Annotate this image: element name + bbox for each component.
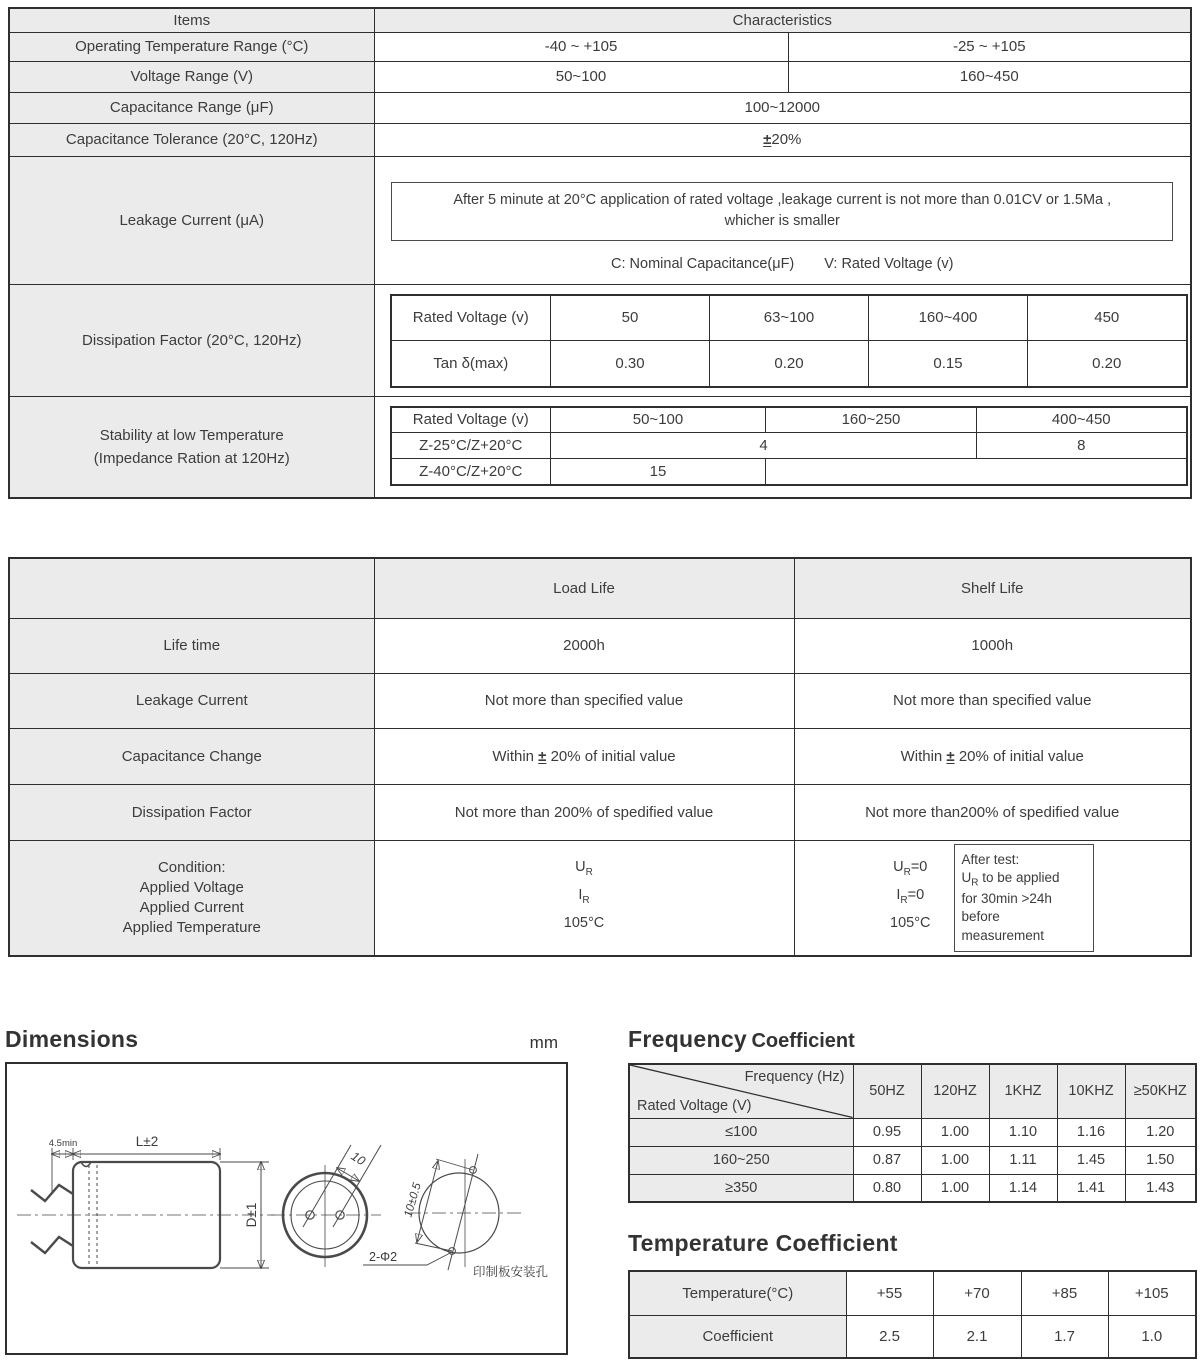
freq-coef-value: 0.80 <box>853 1174 921 1202</box>
voltage-range-high: 160~450 <box>788 61 1191 92</box>
load-life-header: Load Life <box>374 558 794 618</box>
freq-coef-value: 0.87 <box>853 1146 921 1174</box>
life-table-corner <box>9 558 374 618</box>
tan-delta-label: Tan δ(max) <box>391 341 551 387</box>
capacitor-drawing <box>7 1064 566 1353</box>
leakage-current-label: Leakage Current (μA) <box>9 156 374 284</box>
z25-low-value: 4 <box>551 433 977 459</box>
frequency-coefficient-table <box>628 1063 1197 1203</box>
temperature-value: +85 <box>1021 1271 1108 1315</box>
dissipation-voltage-col: 450 <box>1028 295 1187 341</box>
dissipation-voltage-col: 160~400 <box>869 295 1028 341</box>
stability-voltage-col: 50~100 <box>551 407 766 433</box>
condition-shelf-cell <box>794 840 1191 956</box>
after-test-note-box <box>954 844 1094 952</box>
operating-temp-high-range: -25 ~ +105 <box>788 32 1191 61</box>
temp-coef-value: 2.5 <box>846 1315 933 1358</box>
rated-voltage-axis-label: Rated Voltage (V) <box>637 1097 752 1114</box>
leakage-shelf: Not more than specified value <box>794 673 1191 728</box>
freq-coef-value: 1.10 <box>989 1118 1057 1146</box>
temp-coef-value: 1.7 <box>1021 1315 1108 1358</box>
cap-change-prefix: Within <box>492 747 539 765</box>
stability-voltage-label: Rated Voltage (v) <box>391 407 551 433</box>
temperature-value: +55 <box>846 1271 933 1315</box>
tan-delta-value: 0.20 <box>710 341 869 387</box>
lead-wire <box>31 1237 73 1253</box>
condition-line: Condition: <box>157 858 226 876</box>
freq-coef-value: 1.00 <box>921 1146 989 1174</box>
life-table <box>8 557 1192 957</box>
leakage-legend <box>376 256 1190 272</box>
dimensions-title-row <box>5 1026 570 1053</box>
applied-voltage-value: $U_R$ <box>575 858 593 878</box>
freq-coef-value: 1.00 <box>921 1118 989 1146</box>
cap-change-suffix: 20% of initial value <box>954 747 1084 765</box>
z40-low-value: 15 <box>551 459 766 485</box>
freq-coef-value: 1.16 <box>1057 1118 1125 1146</box>
leakage-note-line1: After 5 minute at 20°C application of rated voltage ,leakage current is not more than 0.01CV or 1.5Ma , <box>453 191 1112 208</box>
dissipation-voltage-label: Rated Voltage (v) <box>391 295 551 341</box>
capacitance-range-value: 100~12000 <box>374 92 1191 123</box>
after-test-line: before <box>961 909 1000 925</box>
dimensions-unit: mm <box>529 1033 558 1052</box>
coefficients-section <box>628 1026 1195 1359</box>
dissipation-cell <box>374 284 1191 396</box>
condition-line: Applied Temperature <box>122 918 261 936</box>
temperature-value: +70 <box>933 1271 1021 1315</box>
pcb-hole-note: 印制板安装孔 <box>473 1265 549 1279</box>
capacitance-tolerance-label: Capacitance Tolerance (20°C, 120Hz) <box>9 123 374 156</box>
shelf-life-header: Shelf Life <box>794 558 1191 618</box>
dimensions-section <box>5 1026 570 1355</box>
freq-coef-value: 1.00 <box>921 1174 989 1202</box>
frequency-title <box>628 1026 1195 1053</box>
ext-line <box>436 1159 473 1170</box>
life-time-shelf: 1000h <box>794 618 1191 673</box>
frequency-title-sub: Coefficient <box>751 1030 855 1052</box>
leakage-current-cell <box>374 156 1191 284</box>
plus-minus-sign: ± <box>538 747 547 765</box>
freq-coef-value: 1.43 <box>1125 1174 1196 1202</box>
dissipation-factor-label: Dissipation Factor (20°C, 120Hz) <box>9 284 374 396</box>
z40-blank-cell <box>766 459 1187 485</box>
life-time-load: 2000h <box>374 618 794 673</box>
plus-minus-sign: ± <box>946 747 955 765</box>
cap-change-suffix: 20% of initial value <box>546 747 676 765</box>
voltage-range-label: Voltage Range (V) <box>9 61 374 92</box>
freq-coef-value: 1.50 <box>1125 1146 1196 1174</box>
after-test-line: $U_R$ to be applied <box>961 869 1060 889</box>
temperature-coefficient-table <box>628 1270 1197 1359</box>
applied-voltage-value: $U_R=0$ <box>893 858 928 878</box>
condition-shelf-layout <box>796 844 1190 952</box>
cap-change-load <box>374 728 794 784</box>
temperature-row-label: Temperature(°C) <box>629 1271 846 1315</box>
voltage-row-label: 160~250 <box>629 1146 853 1174</box>
freq-coef-value: 1.45 <box>1057 1146 1125 1174</box>
stability-voltage-col: 160~250 <box>766 407 977 433</box>
temp-coef-value: 2.1 <box>933 1315 1021 1358</box>
dissipation-row-label: Dissipation Factor <box>9 784 374 840</box>
dimensions-drawing-box <box>5 1062 568 1355</box>
operating-temp-low-range: -40 ~ +105 <box>374 32 788 61</box>
stability-voltage-col: 400~450 <box>977 407 1187 433</box>
stability-label <box>9 396 374 498</box>
cap-change-label: Capacitance Change <box>9 728 374 784</box>
hole-size-label: 2-Φ2 <box>369 1250 398 1264</box>
tan-delta-value: 0.30 <box>551 341 710 387</box>
lead-min-label: 4.5min <box>48 1138 78 1149</box>
after-test-line: for 30min >24h <box>961 891 1052 907</box>
temp-coef-value: 1.0 <box>1108 1315 1196 1358</box>
after-test-line: measurement <box>961 927 1045 943</box>
coefficient-row-label: Coefficient <box>629 1315 846 1358</box>
frequency-col-header: 120HZ <box>921 1064 989 1118</box>
tolerance-percent: 20% <box>771 131 802 148</box>
dissipation-voltage-col: 50 <box>551 295 710 341</box>
cap-change-shelf <box>794 728 1191 784</box>
frequency-title-main: Frequency <box>628 1026 748 1052</box>
condition-line: Applied Current <box>139 898 244 916</box>
condition-label <box>9 840 374 956</box>
tan-delta-value: 0.15 <box>869 341 1028 387</box>
dissipation-inner-table <box>390 294 1188 388</box>
operating-temp-label: Operating Temperature Range (°C) <box>9 32 374 61</box>
diameter-label: D±1 <box>244 1202 259 1228</box>
stability-cell <box>374 396 1191 498</box>
stability-label-line1: Stability at low Temperature <box>99 426 284 444</box>
freq-coef-value: 1.11 <box>989 1146 1057 1174</box>
temperature-title: Temperature Coefficient <box>628 1230 898 1256</box>
stability-inner-table <box>390 406 1188 486</box>
z25-label: Z-25°C/Z+20°C <box>391 433 551 459</box>
life-time-label: Life time <box>9 618 374 673</box>
z25-high-value: 8 <box>977 433 1187 459</box>
legend-capacitance: C: Nominal Capacitance(μF) <box>611 256 795 272</box>
legend-voltage: V: Rated Voltage (v) <box>824 256 954 272</box>
freq-coef-value: 1.20 <box>1125 1118 1196 1146</box>
applied-current-value: $I_R$ <box>578 886 590 906</box>
frequency-header-corner <box>629 1064 853 1118</box>
condition-line: Applied Voltage <box>139 878 244 896</box>
dissipation-voltage-col: 63~100 <box>710 295 869 341</box>
condition-load-cell <box>374 840 794 956</box>
z40-label: Z-40°C/Z+20°C <box>391 459 551 485</box>
voltage-row-label: ≥350 <box>629 1174 853 1202</box>
spec-table <box>8 7 1192 499</box>
applied-temperature-value: 105°C <box>563 914 605 931</box>
frequency-col-header: 50HZ <box>853 1064 921 1118</box>
tan-delta-value: 0.20 <box>1028 341 1187 387</box>
voltage-range-low: 50~100 <box>374 61 788 92</box>
dissipation-load: Not more than 200% of spedified value <box>374 784 794 840</box>
characteristics-header: Characteristics <box>374 8 1191 32</box>
dissipation-shelf: Not more than200% of spedified value <box>794 784 1191 840</box>
freq-coef-value: 0.95 <box>853 1118 921 1146</box>
freq-coef-value: 1.14 <box>989 1174 1057 1202</box>
leakage-row-label: Leakage Current <box>9 673 374 728</box>
condition-load-values <box>376 856 793 940</box>
frequency-col-header: 10KHZ <box>1057 1064 1125 1118</box>
hole-pitch-label: 10±0.5 <box>402 1181 424 1219</box>
plus-minus-sign: ± <box>763 131 772 148</box>
applied-current-value: $I_R=0$ <box>896 886 925 906</box>
leakage-load: Not more than specified value <box>374 673 794 728</box>
items-header: Items <box>9 8 374 32</box>
applied-temperature-value: 105°C <box>890 914 931 931</box>
leakage-note-line2: whicher is smaller <box>724 213 840 230</box>
stability-label-line2: (Impedance Ration at 120Hz) <box>93 449 290 467</box>
condition-shelf-values <box>890 856 930 940</box>
temperature-value: +105 <box>1108 1271 1196 1315</box>
frequency-axis-label: Frequency (Hz) <box>744 1069 845 1085</box>
frequency-col-header: ≥50KHZ <box>1125 1064 1196 1118</box>
after-test-line: After test: <box>961 851 1020 867</box>
leakage-note-box <box>391 182 1173 242</box>
lead-pitch-label: 10 <box>348 1148 368 1169</box>
freq-coef-value: 1.41 <box>1057 1174 1125 1202</box>
dimensions-title: Dimensions <box>5 1026 139 1052</box>
voltage-row-label: ≤100 <box>629 1118 853 1146</box>
length-label: L±2 <box>135 1134 159 1149</box>
frequency-col-header: 1KHZ <box>989 1064 1057 1118</box>
cap-change-prefix: Within <box>900 747 947 765</box>
capacitance-tolerance-value <box>374 123 1191 156</box>
capacitance-range-label: Capacitance Range (μF) <box>9 92 374 123</box>
